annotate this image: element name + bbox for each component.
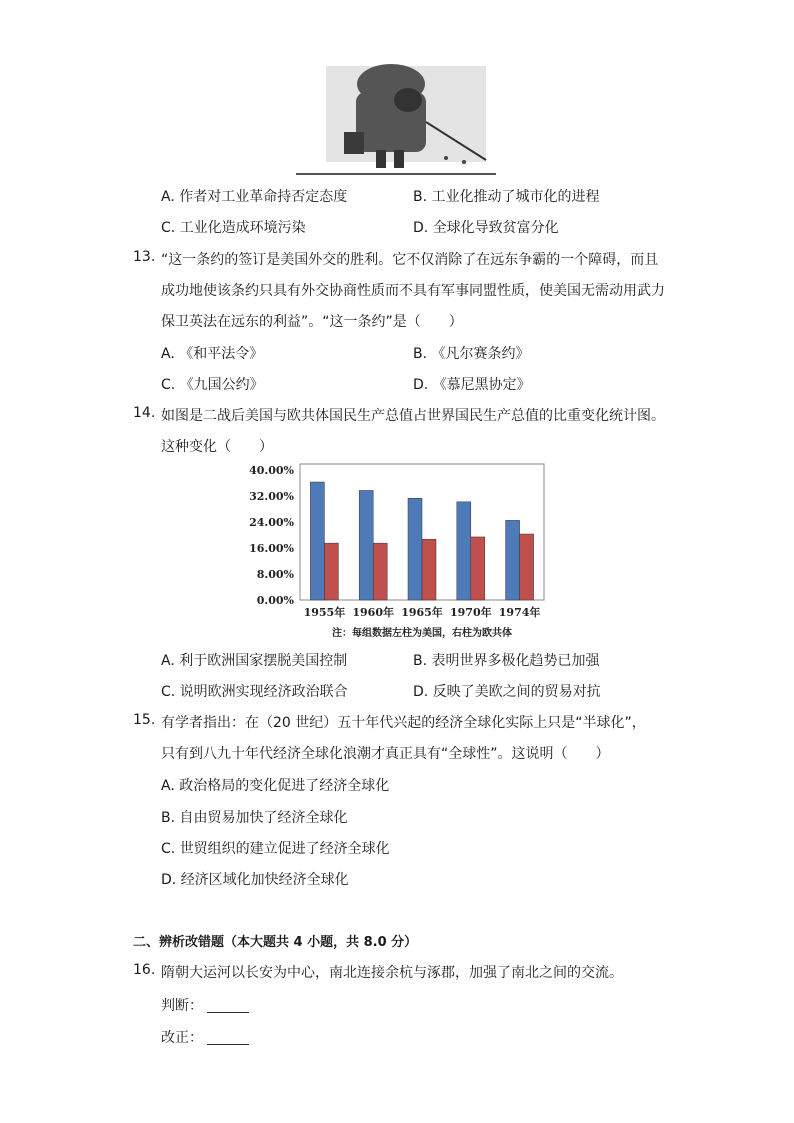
x-tick-label: 1965年 (401, 606, 443, 619)
q13-line-3: 保卫英法在远东的利益”。“这一条约”是（ ） (161, 314, 463, 330)
x-tick-label: 1970年 (449, 606, 492, 619)
q15-line-1: 有学者指出：在（20 世纪）五十年代兴起的经济全球化实际上只是“半球化”， (161, 715, 646, 731)
q13-option-c: C. 《九国公约》 (161, 377, 264, 393)
us-bar (310, 482, 324, 600)
q16-text: 隋朝大运河以长安为中心，南北连接余杭与涿郡，加强了南北之间的交流。 (161, 965, 623, 981)
correct-label: 改正： (161, 1030, 203, 1046)
chart-note: 注：每组数据左柱为美国，右柱为欧共体 (332, 628, 512, 639)
ec-bar (520, 534, 534, 600)
q14-option-b: B. 表明世界多极化趋势已加强 (413, 653, 600, 669)
q13-number: 13. (133, 249, 156, 265)
y-tick-label: 32.00% (249, 490, 294, 503)
q12-option-b: B. 工业化推动了城市化的进程 (413, 189, 600, 205)
q13-line-2: 成功地使该条约只具有外交协商性质而不具有军事同盟性质，使美国无需动用武力 (161, 283, 665, 299)
section-heading: 二、辨析改错题（本大题共 4 小题，共 8.0 分） (133, 935, 418, 950)
y-tick-label: 0.00% (256, 594, 294, 607)
q12-option-c: C. 工业化造成环境污染 (161, 220, 306, 236)
q15-option-c: C. 世贸组织的建立促进了经济全球化 (161, 841, 390, 857)
us-bar (359, 490, 373, 600)
correct-blank[interactable] (207, 1030, 249, 1045)
q13-option-b: B. 《凡尔赛条约》 (413, 346, 530, 362)
ec-bar (422, 539, 436, 600)
x-tick-label: 1955年 (303, 606, 346, 619)
q15-option-b: B. 自由贸易加快了经济全球化 (161, 810, 348, 826)
q15-option-a: A. 政治格局的变化促进了经济全球化 (161, 778, 390, 794)
q16-judge-row (161, 995, 249, 1015)
q14-option-a: A. 利于欧洲国家摆脱美国控制 (161, 653, 348, 669)
q14-line-1: 如图是二战后美国与欧共体国民生产总值占世界国民生产总值的比重变化统计图。 (161, 408, 665, 424)
q14-number: 14. (133, 405, 156, 421)
cartoon-illustration (296, 62, 496, 176)
x-tick-label: 1960年 (352, 606, 395, 619)
us-bar (457, 502, 471, 600)
q15-line-2: 只有到八九十年代经济全球化浪潮才真正具有“全球性”。这说明（ ） (161, 746, 610, 762)
judge-blank[interactable] (207, 998, 249, 1013)
x-tick-label: 1974年 (498, 606, 541, 619)
ec-bar (471, 537, 485, 600)
y-tick-label: 24.00% (249, 516, 294, 529)
q15-number: 15. (133, 712, 156, 728)
q14-option-d: D. 反映了美欧之间的贸易对抗 (413, 684, 601, 700)
us-bar (408, 498, 422, 600)
y-tick-label: 8.00% (256, 568, 294, 581)
q13-option-a: A. 《和平法令》 (161, 346, 264, 362)
y-tick-label: 16.00% (249, 542, 294, 555)
q16-number: 16. (133, 962, 156, 978)
q13-line-1: “这一条约的签订是美国外交的胜利。它不仅消除了在远东争霸的一个障碍，而且 (161, 252, 659, 268)
q14-option-c: C. 说明欧洲实现经济政治联合 (161, 684, 348, 700)
gnp-share-bar-chart (242, 460, 554, 640)
us-bar (506, 520, 520, 600)
q13-option-d: D. 《慕尼黑协定》 (413, 377, 531, 393)
judge-label: 判断： (161, 998, 203, 1014)
q15-option-d: D. 经济区域化加快经济全球化 (161, 872, 349, 888)
q14-line-2: 这种变化（ ） (161, 439, 273, 455)
ec-bar (324, 543, 338, 600)
q16-correct-row (161, 1027, 249, 1047)
y-tick-label: 40.00% (249, 464, 294, 477)
q12-option-d: D. 全球化导致贫富分化 (413, 220, 559, 236)
ec-bar (373, 543, 387, 600)
q12-option-a: A. 作者对工业革命持否定态度 (161, 189, 348, 205)
